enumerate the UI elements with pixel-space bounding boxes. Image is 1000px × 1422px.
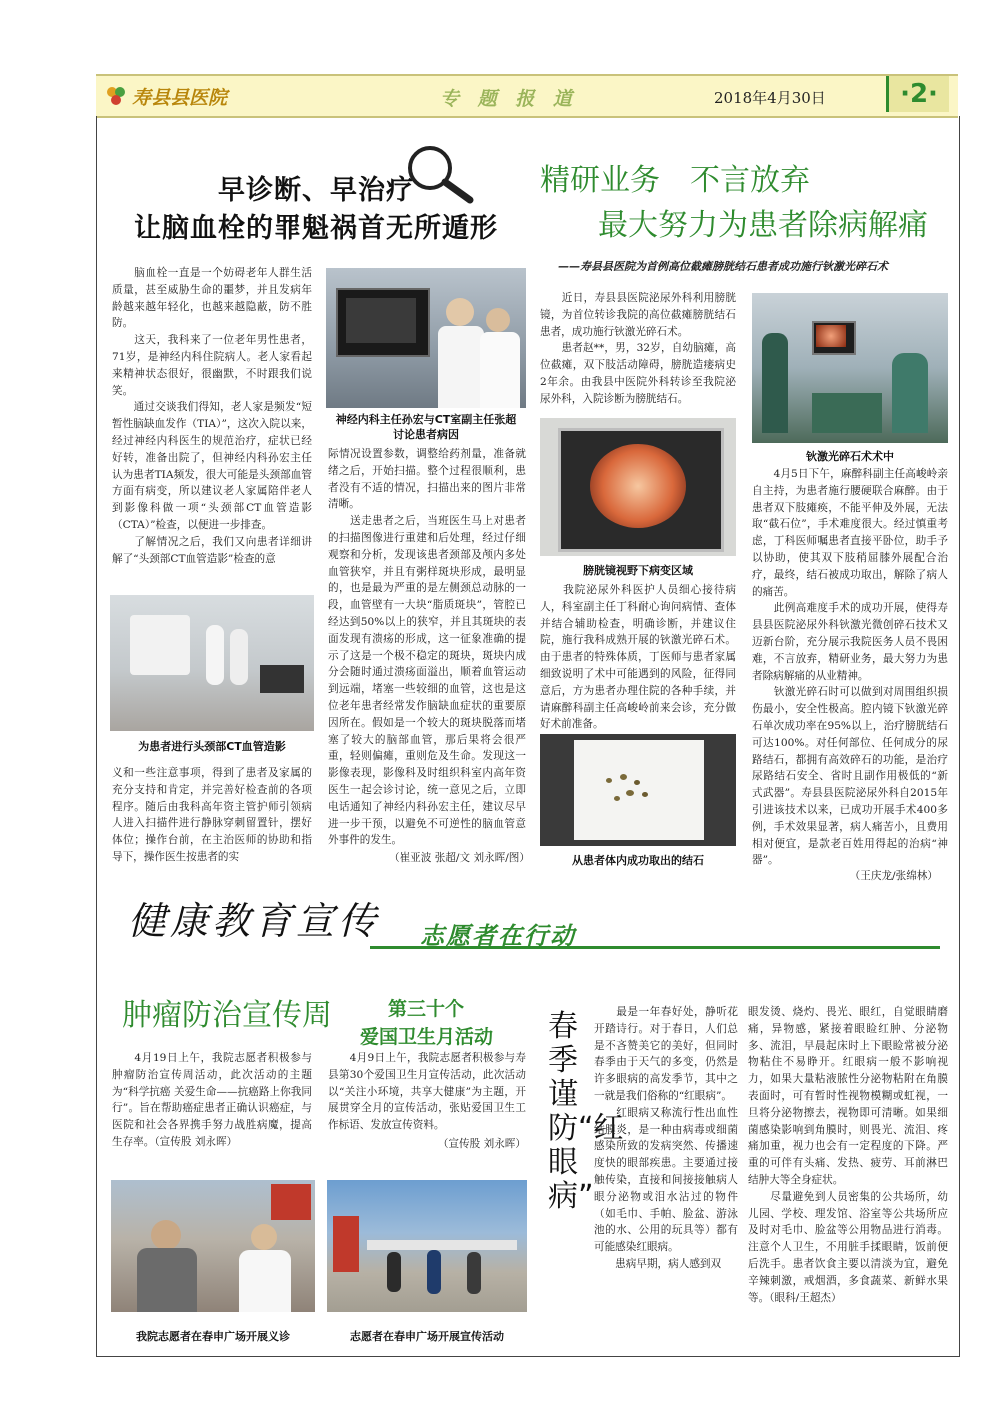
article2-col1-a: 近日，寿县县医院泌尿外科利用膀胱镜，为首位转诊我院的高位截瘫膀胱结石患者，成功施行钬激光碎石术。 患者赵**，男，32岁，自幼脑瘫，高位截瘫，双下肢活动障碍，膀胱造瘘病史2年余。由我县中医院外科转诊至我院泌尿外科，入院诊断为膀胱结石。 [540, 292, 736, 405]
article2-col2: 4月5日下午，麻醉科副主任高峻岭亲自主持，为患者施行腰硬联合麻醉。由于患者双下肢瘫痪，不能平伸及外展，无法取“截石位”，手术难度很大。经过慎重考虑，丁科医师嘱患者直接平卧位，助手予以协助，使其双下肢稍屈膝外展配合治疗，最终，结石被成功取出，解除了病人的痛苦。 此例高难度手术的成功开展，使得寿县县医院泌尿外科钬激光微创碎石技术又迈新台阶，充分展示我院医务人员不畏困难，不言放弃，精研业务，最大努力为患者除病解痛的从业精神。 钬激光碎石时可以做到对周围组织损伤最小，安全性极高。腔内镜下钬激光碎石单次成功率在95%以上，治疗膀胱结石可达100%。对任何部位、任何成分的尿路结石，都拥有高效碎石的功能，是治疗尿路结石安全、省时且副作用极低的“新式武器”。寿县县医院泌尿外科自2015年引进该技术以来，已成功开展手术400多例，手术效果显著，病人痛苦小，且费用相对便宜，是款老百姓用得起的治病“神器”。 [752, 468, 948, 866]
page-number: ·2· [886, 76, 949, 112]
article1-title-line1: 早诊断、早治疗 [218, 175, 414, 206]
article1-photo2-caption: 为患者进行头颈部CT血管造影 [138, 740, 286, 753]
article1-col2: 际情况设置参数，调整给药剂量，准备就绪之后，开始扫描。整个过程很顺利，患者没有不适的情况，扫描出来的图片非常清晰。 送走患者之后，当班医生马上对患者的扫描图像进行重建和后处理，经过仔细观察和分析，发现该患者颈部及颅内多处血管狭窄，并且有粥样斑块形成，最明显的，也是最为严重的是左侧颈总动脉的一段，血管壁有一大块“脂质斑块”，管腔已经达到50%以上的狭窄，并且其斑块的表面发现有溃疡的形成，这一征象准确的提示了这是一个极不稳定的斑块，斑块内成分会随时通过溃疡面溢出，顺着血管运动到远端，堵塞一些较细的血管，这也是这位老年患者经常发作脑缺血症状的重要原因所在。假如是一个较大的斑块脱落而堵塞了较大的脑部血管，那后果将会很严重，轻则偏瘫，重则危及生命。发现这一影像表现，影像科及时组织科室内高年资医生一起会诊讨论，统一意见之后，立即电话通知了神经内科孙宏主任，建议尽早进一步干预，以避免不可逆性的脑血管意外事件的发生。 [328, 448, 526, 846]
article4-body: 4月9日上午，我院志愿者积极参与寿县第30个爱国卫生月宣传活动，此次活动以“关注小环境，共享大健康”为主题，开展贯穿全月的宣传活动，张贴爱国卫生工作标语、发放宣传资料。 [328, 1052, 526, 1132]
article3-body: 4月19日上午，我院志愿者积极参与肿瘤防治宣传周活动，此次活动的主题为“科学抗癌 关爱生命——抗癌路上你我同行”。旨在帮助癌症患者正确认识癌症，与医院和社会各界携手努力战胜病魔，提高生存率。（宣传股 刘永晖） [112, 1052, 312, 1148]
section-title: 专 题 报 道 [440, 88, 578, 110]
magnifier-icon [398, 140, 478, 204]
article1-col1-b: 义和一些注意事项，得到了患者及家属的充分支持和肯定，并完善好检查前的各项程序。随后由我科高年资主管护师引领病人进入扫描件进行静脉穿刺留置针，摆好体位；操作台前，在主治医师的协助和指导下，操作医生按患者的实 [112, 767, 312, 863]
masthead [96, 74, 958, 118]
article2-title-line2: 最大努力为患者除病解痛 [598, 208, 928, 243]
article4-photo-caption: 志愿者在春申广场开展宣传活动 [350, 1330, 504, 1343]
issue-date: 2018年4月30日 [714, 89, 826, 107]
article5-title: 春季谨防“红眼病” [548, 1009, 624, 1214]
article2-col1-b: 我院泌尿外科医护人员细心接待病人，科室副主任丁科耐心询问病情、查体并结合辅助检查，明确诊断，并建议住院，施行我科成熟开展的钬激光碎石术。由于患者的特殊体质，丁医师与患者家属细致说明了术中可能遇到的风险，征得同意后，方为患者办理住院的各种手续，并请麻醉科副主任高峻岭前来会诊，充分做好术前准备。 [540, 584, 736, 731]
free-clinic-photo [111, 1180, 315, 1312]
article3-title: 肿瘤防治宣传周 [122, 998, 332, 1033]
article2-photo-mid-caption: 膀胱镜视野下病变区域 [583, 564, 693, 577]
article1-col1-a: 脑血栓一直是一个妨碍老年人群生活质量，甚至威胁生命的噩梦，并且发病年龄越来越年轻化，也越来越隐蔽，防不胜防。 这天，我科来了一位老年男性患者，71岁，是神经内科住院病人。老人家看起来精神状态很好，很幽默，不时跟我们说笑。 通过交谈我们得知，老人家是频发“短暂性脑缺血发作（TIA）”，这次入院以来，经过神经内科医生的规范治疗，症状已经好转，准备出院了，但神经内科孙宏主任认为患者TIA频发，很大可能是头颈部血管方面有病变，所以建议老人家属陪伴老人到影像科做一项“头颈部CT血管造影（CTA）”检查，以便进一步排查。 了解情况之后，我们又向患者详细讲解了“头颈部CT血管造影”检查的意 [112, 267, 312, 565]
article3-photo-caption: 我院志愿者在春申广场开展义诊 [136, 1330, 290, 1343]
doctors-discussion-photo [326, 268, 526, 408]
article2-photo-top-caption: 钬激光碎石术术中 [806, 450, 894, 463]
article5-col1: 最是一年春好处，静听花开踏诗行。对于春日，人们总是不吝赞美它的美好，但同时春季由于天气的多变，仍然是许多眼病的高发季节，其中之一就是我们俗称的“红眼病”。 红眼病又称流行性出血性结膜炎，是一种由病毒或细菌感染所致的发病突然、传播速度快的眼部疾患。主要通过接触传染，直接和间接接触病人眼分泌物或泪水沾过的物件（如毛巾、手帕、脸盆、游泳池的水、公用的玩具等）都有可能感染红眼病。 患病早期，病人感到双 [594, 1006, 738, 1270]
promotion-activity-photo [327, 1180, 527, 1312]
article2-credit: （王庆龙/张绵林） [849, 870, 938, 882]
stones-photo [540, 734, 736, 846]
article2-subtitle: ——寿县县医院为首例高位截瘫膀胱结石患者成功施行钬激光碎石术 [558, 260, 888, 273]
ct-room-photo [110, 595, 314, 731]
article1-photo1-caption: 神经内科主任孙宏与CT室副主任张超 讨论患者病因 [335, 413, 517, 441]
article4-title-line2: 爱国卫生月活动 [360, 1026, 494, 1048]
article4-title-line1: 第三十个 [388, 998, 465, 1020]
band-right-title: 志愿者在行动 [420, 922, 576, 950]
article2-title-line1: 精研业务 不言放弃 [540, 163, 810, 198]
article5-col2: 眼发烫、烧灼、畏光、眼红，自觉眼睛磨痛，异物感，紧接着眼睑红肿、分泌物多、流泪，早晨起床时上下眼睑常被分泌物粘住不易睁开。红眼病一般不影响视力，如果大量粘液脓性分泌物粘附在角膜表面时，可有暂时性视物模糊或虹视，一旦将分泌物擦去，视物即可清晰。如果细菌感染影响到角膜时，则畏光、流泪、疼痛加重，视力也会有一定程度的下降。严重的可伴有头痛、发热、疲劳、耳前淋巴结肿大等全身症状。 尽量避免到人员密集的公共场所，幼儿园、学校、理发馆、浴室等公共场所应及时对毛巾、脸盆等公用物品进行消毒。注意个人卫生，不用脏手揉眼睛，饭前便后洗手。患者饮食主要以清淡为宜，避免辛辣刺激，戒烟酒，多食蔬菜、新鲜水果等。（眼科/王超杰） [748, 1006, 948, 1304]
article1-credit: （崔亚波 张超/文 刘永晖/图） [389, 852, 530, 864]
cystoscope-monitor-photo [540, 418, 736, 556]
article2-photo-bot-caption: 从患者体内成功取出的结石 [572, 854, 704, 867]
surgery-photo [752, 293, 948, 443]
band-left-title: 健康教育宣传 [128, 899, 381, 943]
hospital-logo-icon [104, 84, 128, 108]
article1-title-line2: 让脑血栓的罪魁祸首无所遁形 [134, 213, 498, 244]
masthead-logo-text: 寿县县医院 [132, 87, 228, 109]
article4-credit: （宣传股 刘永晖） [437, 1138, 526, 1150]
